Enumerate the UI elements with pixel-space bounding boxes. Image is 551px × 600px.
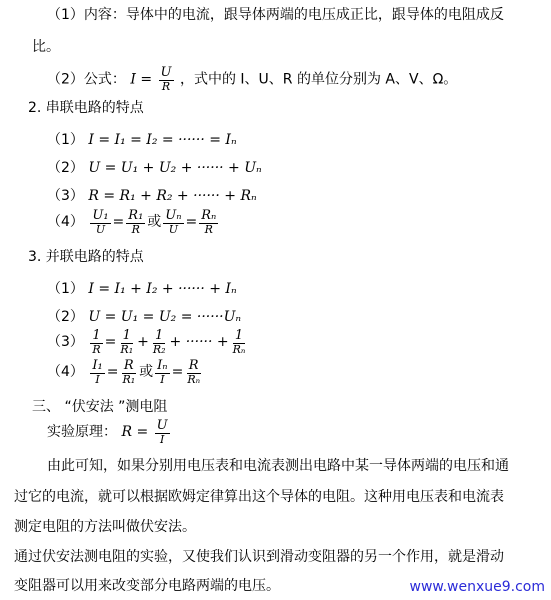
parallel-frac-3-den: I xyxy=(160,372,165,386)
paragraph1-line3: 测定电阻的方法叫做伏安法。 xyxy=(14,519,196,535)
formula-eq: = xyxy=(140,71,153,88)
series-item-3-expr: R = R₁ + R₂ + ······ + Rₙ xyxy=(88,188,257,204)
parallel-recip-e xyxy=(231,329,248,356)
series-frac-4 xyxy=(199,209,218,236)
parallel-recip-a xyxy=(90,329,102,356)
formula-label: （2）公式： xyxy=(47,71,126,88)
parallel-recip-eq: = xyxy=(104,334,117,350)
principle-denominator: I xyxy=(159,432,165,446)
principle-fraction xyxy=(155,419,170,446)
content-line: （1）内容：导体中的电流，跟导体两端的电压成正比，跟导体的电阻成反 xyxy=(47,7,504,23)
parallel-frac-4-den: Rₙ xyxy=(187,372,201,386)
parallel-item-2-expr: U = U₁ = U₂ = ······Uₙ xyxy=(88,309,242,325)
parallel-frac-2-num: R xyxy=(123,357,134,373)
series-frac-3 xyxy=(163,209,183,236)
series-item-1 xyxy=(47,131,237,149)
parallel-item-3 xyxy=(47,328,249,356)
parallel-frac-2 xyxy=(120,359,137,386)
series-item-4 xyxy=(47,208,220,236)
parallel-recip-e-num: 1 xyxy=(234,327,244,343)
parallel-frac-3 xyxy=(155,359,169,386)
series-frac-4-num: Rₙ xyxy=(201,207,217,223)
principle-lhs: R = xyxy=(121,424,149,440)
series-item-1-expr: I = I₁ = I₂ = ······ = Iₙ xyxy=(88,132,237,148)
content-continuation: 比。 xyxy=(32,39,60,55)
parallel-recip-c-num: 1 xyxy=(155,327,164,343)
parallel-eq-1: = xyxy=(106,364,119,380)
series-frac-3-den: U xyxy=(168,222,179,236)
parallel-eq-2: = xyxy=(171,364,184,380)
parallel-frac-2-den: R₁ xyxy=(122,372,136,386)
parallel-item-4-num: （4） xyxy=(47,364,84,380)
series-eq-2: = xyxy=(185,214,198,230)
formula-fraction xyxy=(159,66,174,93)
parallel-recip-b xyxy=(118,329,135,356)
series-item-1-num: （1） xyxy=(47,132,84,148)
parallel-frac-1-den: I xyxy=(95,372,100,386)
formula-suffix: ，式中的 I、U、R 的单位分别为 A、V、Ω。 xyxy=(179,71,458,88)
formula-numerator: U xyxy=(160,65,172,80)
series-item-2-expr: U = U₁ + U₂ + ······ + Uₙ xyxy=(88,160,262,176)
series-frac-2-num: R₁ xyxy=(128,207,144,223)
principle-line xyxy=(47,418,172,446)
parallel-item-3-num: （3） xyxy=(47,334,84,350)
parallel-item-1-expr: I = I₁ + I₂ + ······ + Iₙ xyxy=(88,281,237,297)
series-frac-1-num: U₁ xyxy=(92,207,109,223)
parallel-frac-4 xyxy=(185,359,202,386)
formula-line xyxy=(47,66,457,93)
formula-denominator: R xyxy=(161,80,171,93)
parallel-recip-a-den: R xyxy=(92,342,101,356)
parallel-recip-plus-1: + xyxy=(137,334,149,350)
series-frac-3-num: Uₙ xyxy=(165,207,182,223)
series-frac-1 xyxy=(90,209,110,236)
parallel-item-2-num: （2） xyxy=(47,309,84,325)
series-frac-4-den: R xyxy=(204,222,213,236)
series-item-3-num: （3） xyxy=(47,188,84,204)
parallel-frac-3-num: Iₙ xyxy=(157,357,168,373)
parallel-frac-4-num: R xyxy=(188,357,199,373)
principle-numerator: U xyxy=(156,417,168,433)
principle-label: 实验原理： xyxy=(47,424,117,440)
paragraph2-line1: 通过伏安法测电阻的实验，又使我们认识到滑动变阻器的另一个作用，就是滑动 xyxy=(14,549,504,565)
series-frac-1-den: U xyxy=(95,222,106,236)
series-item-4-num: （4） xyxy=(47,214,84,230)
watermark: www.wenxue9.com xyxy=(409,579,545,595)
parallel-item-4 xyxy=(47,358,204,386)
series-frac-2-den: R xyxy=(131,222,140,236)
parallel-frac-1 xyxy=(90,359,104,386)
series-item-2 xyxy=(47,159,262,177)
parallel-recip-a-num: 1 xyxy=(92,327,101,343)
series-title: 2. 串联电路的特点 xyxy=(28,100,144,116)
parallel-frac-1-num: I₁ xyxy=(92,357,103,373)
parallel-item-2 xyxy=(47,308,241,326)
series-eq-1: = xyxy=(112,214,125,230)
parallel-recip-c-den: R₂ xyxy=(152,342,166,356)
parallel-recip-c xyxy=(151,329,168,356)
parallel-title: 3. 并联电路的特点 xyxy=(28,249,144,265)
parallel-or: 或 xyxy=(139,364,154,380)
section3-title: 三、 “伏安法 ”测电阻 xyxy=(32,399,168,415)
series-item-3 xyxy=(47,187,257,205)
parallel-recip-plus-2: + ······ + xyxy=(169,334,229,350)
parallel-item-1 xyxy=(47,280,237,298)
series-item-2-num: （2） xyxy=(47,160,84,176)
paragraph2-line2: 变阻器可以用来改变部分电路两端的电压。 xyxy=(14,578,280,594)
parallel-recip-e-den: Rₙ xyxy=(232,342,246,356)
series-frac-2 xyxy=(126,209,145,236)
paragraph1-line2: 过它的电流，就可以根据欧姆定律算出这个导体的电阻。这种用电压表和电流表 xyxy=(14,489,504,505)
parallel-recip-b-den: R₁ xyxy=(120,342,134,356)
parallel-item-1-num: （1） xyxy=(47,281,84,297)
series-or: 或 xyxy=(147,214,162,230)
parallel-recip-b-num: 1 xyxy=(122,327,131,343)
formula-var-i: I xyxy=(130,71,136,88)
paragraph1-line1: 由此可知，如果分别用电压表和电流表测出电路中某一导体两端的电压和通 xyxy=(47,458,509,474)
